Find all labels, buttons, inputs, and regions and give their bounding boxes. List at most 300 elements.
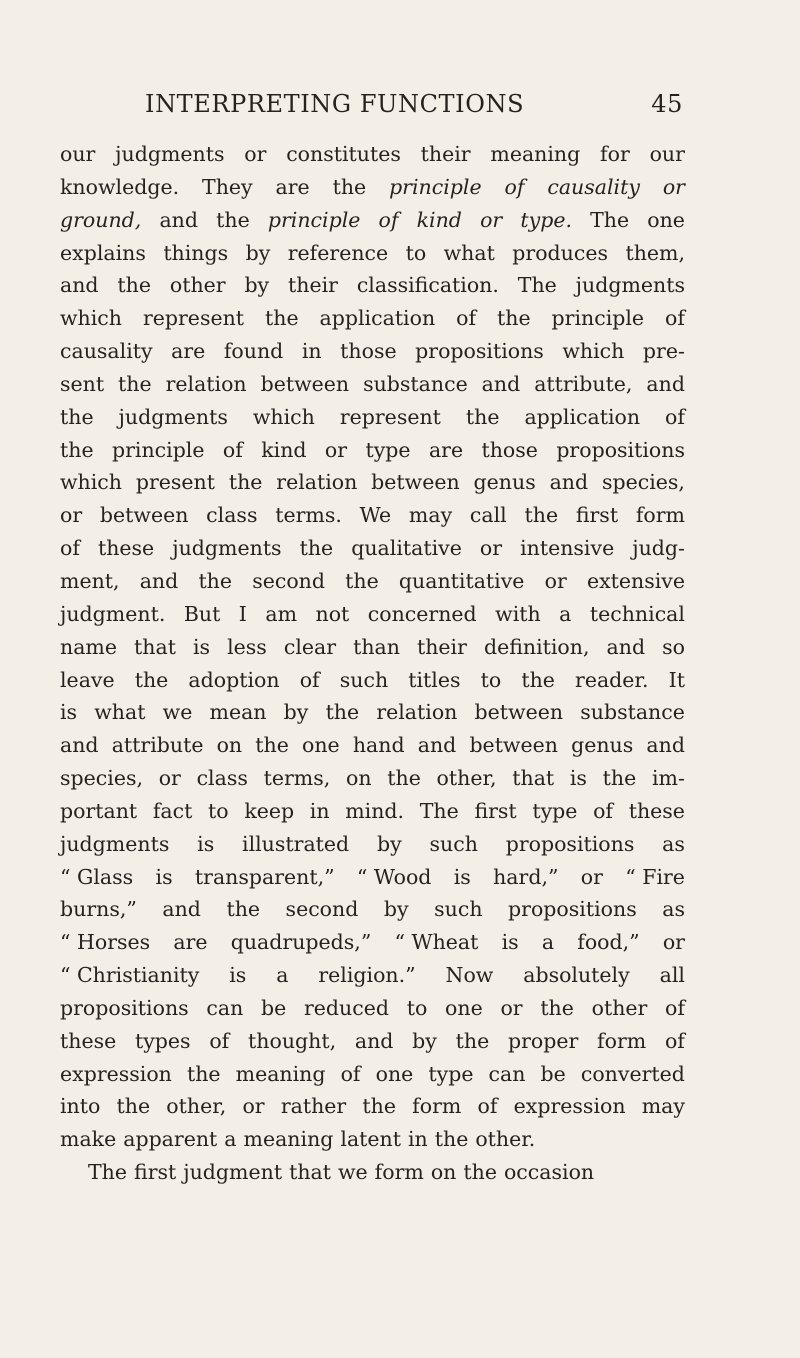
- word: expression: [60, 1061, 172, 1086]
- word: is: [197, 831, 215, 856]
- word: the: [602, 766, 637, 791]
- word: terms,: [263, 766, 331, 791]
- word: we: [337, 1160, 368, 1185]
- text-line: [60, 204, 685, 237]
- word: or: [500, 995, 523, 1020]
- word: that: [512, 766, 555, 791]
- word: “ Fire: [625, 864, 685, 889]
- word: the: [540, 995, 574, 1020]
- word: on: [430, 1160, 457, 1185]
- word: the: [186, 1061, 221, 1086]
- word: pre-: [642, 339, 685, 364]
- text-line: [60, 401, 685, 434]
- word: occasion: [503, 1160, 595, 1185]
- text-line: [60, 1058, 685, 1091]
- word: relation: [376, 700, 458, 725]
- word: am: [265, 601, 298, 626]
- word: propositions: [508, 897, 637, 922]
- word: such: [339, 667, 389, 692]
- word: quantitative: [398, 568, 525, 593]
- word: in: [408, 1127, 428, 1152]
- word: to: [208, 798, 229, 823]
- word: absolutely: [523, 963, 630, 988]
- word: burns,”: [60, 897, 137, 922]
- word: are: [428, 437, 464, 462]
- word: type: [428, 1061, 474, 1086]
- text-line: [60, 729, 685, 762]
- word: these: [97, 536, 155, 561]
- text-line: [60, 1025, 685, 1058]
- word: of: [340, 1061, 361, 1086]
- word: judgments: [115, 142, 225, 166]
- word: their: [420, 142, 471, 166]
- word: what: [443, 240, 495, 265]
- word: which: [60, 470, 122, 495]
- word: of: [665, 306, 685, 331]
- word: can: [206, 995, 244, 1020]
- word: first: [575, 503, 619, 528]
- word: our: [649, 142, 685, 166]
- word: first: [474, 798, 517, 823]
- word: [60, 204, 141, 237]
- text-line: [60, 598, 685, 631]
- word: such: [434, 897, 483, 922]
- word: type: [365, 437, 411, 462]
- word: a: [224, 1127, 237, 1152]
- word: [505, 171, 525, 204]
- word: leave: [60, 667, 115, 692]
- word: of: [60, 536, 80, 561]
- word: one: [647, 207, 685, 232]
- word: or: [544, 568, 567, 593]
- word: these: [628, 798, 685, 823]
- word: one: [302, 733, 340, 758]
- word: the: [465, 404, 500, 429]
- word: meaning: [235, 1061, 326, 1086]
- word: apparent: [123, 1127, 218, 1152]
- text-line: [60, 926, 685, 959]
- running-head: INTERPRETING FUNCTIONS: [145, 90, 525, 118]
- word: propositions: [415, 339, 544, 364]
- word: is: [453, 864, 471, 889]
- word: and: [162, 897, 201, 922]
- word: class: [206, 503, 258, 528]
- body-text: [60, 138, 685, 1189]
- text-line: [60, 368, 685, 401]
- word: those: [481, 437, 538, 462]
- word: principle: [551, 306, 645, 331]
- text-line: [60, 631, 685, 664]
- word: “ Glass: [60, 864, 134, 889]
- word: the: [198, 568, 233, 593]
- text-line: [60, 1090, 685, 1123]
- text-line: [60, 302, 685, 335]
- word: reduced: [304, 995, 389, 1020]
- word: hard,”: [493, 864, 559, 889]
- word: that: [134, 634, 176, 659]
- page-number: 45: [651, 90, 683, 118]
- word: quadrupeds,”: [230, 930, 372, 955]
- word: these: [60, 1028, 117, 1053]
- italic-word: principle: [267, 207, 361, 232]
- word: by: [244, 273, 270, 298]
- word: [480, 204, 502, 237]
- word: It: [668, 667, 685, 692]
- word: or: [580, 864, 603, 889]
- text-line: [60, 532, 685, 565]
- word: on: [216, 733, 243, 758]
- word: substance: [363, 371, 468, 396]
- word: or: [244, 142, 267, 166]
- word: by: [383, 897, 409, 922]
- word: may: [641, 1094, 685, 1119]
- word: to: [480, 667, 502, 692]
- word: is: [155, 864, 173, 889]
- word: which: [60, 306, 122, 331]
- word: and: [139, 568, 179, 593]
- word: by: [376, 831, 402, 856]
- word: substance: [580, 700, 685, 725]
- word: classification.: [356, 273, 499, 298]
- word: found: [223, 339, 284, 364]
- word: [268, 204, 361, 237]
- word: judgments: [60, 831, 170, 856]
- word: the: [255, 733, 289, 758]
- word: judgments: [118, 404, 228, 429]
- word: between: [469, 733, 558, 758]
- word: rather: [280, 1094, 347, 1119]
- word: and: [417, 733, 457, 758]
- text-line: [60, 237, 685, 270]
- text-line: [60, 269, 685, 302]
- word: propositions: [556, 437, 685, 462]
- italic-word: kind: [416, 207, 462, 232]
- word: adoption: [188, 667, 280, 692]
- word: form: [597, 1028, 647, 1053]
- word: the: [60, 404, 94, 429]
- word: reader.: [575, 667, 649, 692]
- text-line: [60, 861, 685, 894]
- word: things: [163, 240, 229, 265]
- word: knowledge.: [60, 174, 180, 199]
- word: transparent,”: [194, 864, 335, 889]
- word: form: [635, 503, 685, 528]
- word: meaning: [243, 1127, 334, 1152]
- italic-word: or: [662, 174, 685, 199]
- word: we: [162, 700, 193, 725]
- word: the: [463, 1160, 497, 1185]
- word: are: [275, 174, 310, 199]
- word: the: [332, 174, 367, 199]
- word: of: [222, 437, 243, 462]
- word: is: [192, 634, 211, 659]
- word: one: [445, 995, 483, 1020]
- word: for: [600, 142, 630, 166]
- word: between: [474, 700, 564, 725]
- word: latent: [340, 1127, 401, 1152]
- word: that: [289, 1160, 331, 1185]
- word: a: [276, 963, 289, 988]
- word: by: [245, 240, 271, 265]
- word: all: [659, 963, 685, 988]
- word: the: [216, 207, 250, 232]
- word: or: [60, 503, 83, 528]
- word: the: [116, 1094, 151, 1119]
- word: by: [412, 1028, 437, 1053]
- word: or: [324, 437, 348, 462]
- word: species,: [60, 766, 143, 791]
- word: reference: [287, 240, 389, 265]
- word: a: [559, 601, 572, 626]
- text-line: [60, 1123, 685, 1156]
- word: the: [524, 503, 559, 528]
- word: the: [387, 766, 421, 791]
- word: the: [362, 1094, 396, 1119]
- text-line: [60, 992, 685, 1025]
- italic-word: principle: [389, 174, 482, 199]
- word: their: [288, 273, 338, 298]
- word: what: [94, 700, 146, 725]
- word: into: [60, 1094, 101, 1119]
- italic-word: or: [480, 207, 503, 232]
- word: in: [301, 339, 322, 364]
- word: form: [374, 1160, 424, 1185]
- word: attribute: [111, 733, 204, 758]
- word: hand: [352, 733, 405, 758]
- word: [379, 204, 399, 237]
- word: [389, 171, 482, 204]
- word: judgments: [575, 273, 685, 298]
- word: judgment: [183, 1160, 283, 1185]
- word: the: [226, 897, 261, 922]
- word: and: [646, 733, 685, 758]
- word: than: [353, 634, 400, 659]
- word: ment,: [60, 568, 120, 593]
- word: species,: [601, 470, 685, 495]
- word: other.: [475, 1127, 536, 1152]
- word: with: [495, 601, 541, 626]
- word: class: [196, 766, 248, 791]
- word: principle: [111, 437, 205, 462]
- italic-word: causality: [547, 174, 640, 199]
- word: the: [299, 536, 334, 561]
- word: constitutes: [286, 142, 401, 166]
- word: other: [591, 995, 648, 1020]
- word: technical: [589, 601, 685, 626]
- word: [663, 171, 685, 204]
- word: causality: [60, 339, 153, 364]
- word: a: [541, 930, 555, 955]
- word: the: [455, 1028, 490, 1053]
- word: “ Christianity: [60, 963, 200, 988]
- word: are: [173, 930, 208, 955]
- word: and: [481, 371, 521, 396]
- word: not: [315, 601, 350, 626]
- word: and: [549, 470, 589, 495]
- word: first: [134, 1160, 177, 1185]
- word: of: [665, 404, 685, 429]
- word: and: [60, 273, 99, 298]
- text-line: [60, 664, 685, 697]
- word: the: [118, 371, 152, 396]
- word: and: [646, 371, 685, 396]
- word: other,: [436, 766, 497, 791]
- word: between: [99, 503, 189, 528]
- word: which: [252, 404, 315, 429]
- word: We: [359, 503, 392, 528]
- word: such: [429, 831, 478, 856]
- word: genus: [571, 733, 634, 758]
- word: of: [209, 1028, 230, 1053]
- word: “ Wheat: [394, 930, 479, 955]
- word: the: [117, 273, 151, 298]
- text-line: [60, 795, 685, 828]
- word: or: [662, 930, 685, 955]
- word: relation: [165, 371, 247, 396]
- word: thought,: [248, 1028, 337, 1053]
- word: explains: [60, 240, 146, 265]
- word: to: [405, 240, 427, 265]
- word: application: [524, 404, 641, 429]
- word: mind.: [345, 798, 405, 823]
- word: represent: [339, 404, 441, 429]
- word: terms.: [275, 503, 342, 528]
- text-line: [60, 565, 685, 598]
- page-header: [145, 90, 683, 122]
- word: The: [517, 273, 557, 298]
- word: of: [299, 667, 320, 692]
- word: of: [665, 995, 685, 1020]
- word: be: [261, 995, 287, 1020]
- word: relation: [276, 470, 358, 495]
- word: meaning: [490, 142, 581, 166]
- word: [520, 204, 572, 237]
- word: attribute,: [534, 371, 633, 396]
- word: keep: [244, 798, 295, 823]
- word: be: [540, 1061, 566, 1086]
- word: second: [252, 568, 325, 593]
- word: the: [325, 700, 360, 725]
- word: of: [477, 1094, 498, 1119]
- word: illustrated: [242, 831, 350, 856]
- word: kind: [261, 437, 307, 462]
- word: on: [345, 766, 372, 791]
- word: as: [662, 897, 685, 922]
- word: genus: [473, 470, 536, 495]
- word: titles: [408, 667, 461, 692]
- word: of: [664, 1028, 685, 1053]
- word: those: [340, 339, 397, 364]
- word: the: [521, 667, 555, 692]
- word: [417, 204, 462, 237]
- word: propositions: [60, 995, 189, 1020]
- text-line: [60, 828, 685, 861]
- word: type: [532, 798, 578, 823]
- text-line: [60, 696, 685, 729]
- word: is: [569, 766, 587, 791]
- word: im-: [651, 766, 685, 791]
- word: our: [60, 142, 96, 166]
- word: as: [662, 831, 685, 856]
- word: the: [134, 667, 169, 692]
- text-line: [60, 1156, 685, 1189]
- word: clear: [283, 634, 337, 659]
- word: other,: [166, 1094, 227, 1119]
- word: to: [406, 995, 428, 1020]
- text-line: [60, 466, 685, 499]
- word: is: [501, 930, 519, 955]
- word: or: [158, 766, 181, 791]
- word: definition,: [483, 634, 590, 659]
- text-line: [60, 335, 685, 368]
- word: concerned: [367, 601, 477, 626]
- word: and: [159, 207, 199, 232]
- word: “ Wood: [356, 864, 432, 889]
- text-line: [60, 434, 685, 467]
- text-line: [60, 893, 685, 926]
- word: name: [60, 634, 117, 659]
- italic-word: ground,: [60, 207, 142, 232]
- word: them,: [625, 240, 685, 265]
- word: of: [593, 798, 614, 823]
- word: fact: [152, 798, 193, 823]
- word: and: [60, 733, 99, 758]
- word: may: [408, 503, 453, 528]
- text-line: [60, 499, 685, 532]
- word: proper: [507, 1028, 579, 1053]
- word: form: [412, 1094, 462, 1119]
- word: The: [590, 207, 630, 232]
- text-line: [60, 138, 685, 171]
- word: qualitative: [351, 536, 462, 561]
- word: between: [260, 371, 350, 396]
- italic-word: type.: [520, 207, 572, 232]
- word: propositions: [505, 831, 635, 856]
- text-line: [60, 762, 685, 795]
- word: food,”: [577, 930, 640, 955]
- word: between: [371, 470, 460, 495]
- word: less: [227, 634, 267, 659]
- word: portant: [60, 798, 138, 823]
- word: which: [562, 339, 625, 364]
- text-line: [60, 171, 685, 204]
- word: I: [238, 601, 247, 626]
- word: [547, 171, 640, 204]
- word: They: [202, 174, 253, 199]
- word: religion.”: [318, 963, 416, 988]
- word: the: [497, 306, 531, 331]
- word: the: [345, 568, 379, 593]
- word: produces: [512, 240, 609, 265]
- word: make: [60, 1127, 117, 1152]
- word: types: [134, 1028, 191, 1053]
- word: intensive: [520, 536, 615, 561]
- word: other: [169, 273, 226, 298]
- word: is: [229, 963, 247, 988]
- word: of: [456, 306, 477, 331]
- word: sent: [60, 371, 105, 396]
- word: judg-: [632, 536, 685, 561]
- italic-word: of: [378, 207, 399, 232]
- word: so: [662, 634, 685, 659]
- word: expression: [513, 1094, 626, 1119]
- word: application: [319, 306, 436, 331]
- word: The: [88, 1160, 128, 1185]
- word: The: [419, 798, 459, 823]
- word: represent: [142, 306, 245, 331]
- word: call: [469, 503, 507, 528]
- word: “ Horses: [60, 930, 151, 955]
